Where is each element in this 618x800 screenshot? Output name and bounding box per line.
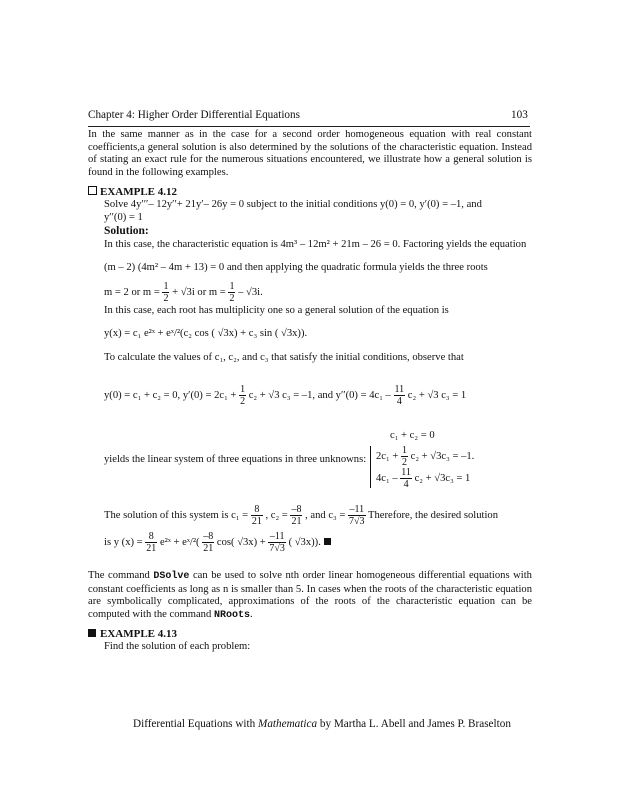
example-4-13-prompt: Find the solution of each problem: <box>104 641 251 652</box>
frac-den: 21 <box>203 543 214 554</box>
frac-num: 8 <box>251 504 263 516</box>
dsolve-command: DSolve <box>153 571 190 582</box>
final-text-a: is y (x) = <box>104 536 143 548</box>
chapter-header: Chapter 4: Higher Order Differential Equations <box>88 109 300 121</box>
system-equation-3 <box>376 467 470 490</box>
roots-text-c: – √3i. <box>238 286 263 298</box>
frac-num: 11 <box>394 384 405 395</box>
filled-square-icon <box>88 629 96 637</box>
final-fraction-2 <box>202 531 214 554</box>
sys3-text-b: c₂ + √3c₃ = 1 <box>414 472 471 484</box>
roots-line <box>104 281 263 304</box>
sys3-text-a: 4c₁ – <box>376 472 398 484</box>
open-square-icon <box>88 186 97 195</box>
frac-den: 2 <box>240 396 246 407</box>
dsolve-paragraph: The command DSolve can be used to solve nth order linear homogeneous differential equations with constant coefficients as long as n is smaller than 5. In cases when the roots of the characteristic equation are symbolically complicated, approximations of the roots of the characteristic equation can be computed with the command NRoots. <box>88 570 532 621</box>
frac-den: 7√3 <box>269 543 285 554</box>
frac-den: 21 <box>146 543 157 554</box>
system-solution-line <box>104 504 498 527</box>
system-equation-1: c₁ + c₂ = 0 <box>390 430 435 441</box>
ic-text-a: y(0) = c₁ + c₂ = 0, y′(0) = 2c₁ + <box>104 389 237 401</box>
final-text-c: cos( √3x) + <box>216 536 266 548</box>
frac-den: 21 <box>291 516 302 527</box>
frac-num: –8 <box>291 504 302 515</box>
final-fraction-3 <box>268 531 286 554</box>
system-equation-2 <box>376 445 474 468</box>
final-solution-line <box>104 531 331 554</box>
frac-num: 8 <box>145 531 157 543</box>
frac-den: 4 <box>403 479 409 490</box>
frac-num: –8 <box>203 531 214 542</box>
ic-text-b: c₂ + √3 c₃ = –1, and y′′(0) = 4c₁ – <box>248 389 391 401</box>
footer-text-b: by Martha L. Abell and James P. Braselton <box>317 718 511 730</box>
initial-conditions-intro: To calculate the values of c₁, c₂, and c₃ that satisfy the initial conditions, observe that <box>104 352 464 363</box>
characteristic-equation-line: In this case, the characteristic equation is 4m³ – 12m² + 21m – 26 = 0. Factoring yields the equation <box>104 239 527 250</box>
problem-line-2: y′′(0) = 1 <box>104 212 143 223</box>
fraction-half-2 <box>228 281 235 304</box>
frac-num: 11 <box>401 467 411 478</box>
c1-fraction <box>251 504 263 527</box>
end-of-proof-icon <box>324 538 331 545</box>
c2-fraction <box>290 504 302 527</box>
final-text-d: ( √3x)). <box>288 536 321 548</box>
example-4-12-heading <box>88 186 177 198</box>
ic-text-c: c₂ + √3 c₃ = 1 <box>407 389 467 401</box>
fraction-half <box>162 281 169 304</box>
intro-paragraph: In the same manner as in the case for a second order homogeneous equation with real constant coefficients,a general solution is also determined by the solutions of the characteristic equation. Instead of stating an exact rule for the numerous situations encountered, we illustrate how a general solution is found in the following examples. <box>88 129 532 178</box>
footer-italic: Mathematica <box>258 718 318 730</box>
header-rule <box>88 126 530 127</box>
page-number: 103 <box>511 109 528 121</box>
book-footer <box>133 718 511 730</box>
sol-text-c: , and c₃ = <box>305 509 346 521</box>
problem-line-1: Solve 4y′′′– 12y′′+ 21y′– 26y = 0 subject to the initial conditions y(0) = 0, y′(0) = –1, and <box>104 199 482 210</box>
general-solution-equation: y(x) = c₁ e²ˣ + eˣ/²(c₂ cos ( √3x) + c₃ sin ( √3x)). <box>104 328 308 339</box>
initial-conditions-equations <box>104 384 466 407</box>
ic-fraction-1 <box>239 384 246 407</box>
dsolve-text-2: can be used to solve nth order linear homogeneous differential equations with constant coefficients as long as n is smaller than 5. In cases when the roots of the characteristic equation are symbolically complicated, approximations of the roots of the characteristic equation can be computed with the command <box>88 570 532 620</box>
sys2-text-b: c₂ + √3c₃ = –1. <box>410 450 475 462</box>
frac-num: 1 <box>240 384 246 395</box>
frac-num: 1 <box>163 281 169 292</box>
sys-fraction-1 <box>401 445 408 468</box>
system-intro: yields the linear system of three equations in three unknowns: <box>104 454 367 465</box>
sol-text-d: Therefore, the desired solution <box>368 509 499 521</box>
frac-den: 2 <box>229 293 235 304</box>
frac-num: –11 <box>349 504 365 515</box>
frac-den: 21 <box>251 516 262 527</box>
sol-text-a: The solution of this system is c₁ = <box>104 509 249 521</box>
frac-den: 2 <box>401 457 407 468</box>
dsolve-text-1: The command <box>88 570 150 581</box>
multiplicity-line: In this case, each root has multiplicity one so a general solution of the equation is <box>104 305 449 316</box>
frac-den: 4 <box>396 396 402 407</box>
roots-text-b: + √3i or m = <box>172 286 226 298</box>
nroots-command: NRoots <box>213 609 250 621</box>
roots-text-a: m = 2 or m = <box>104 286 160 298</box>
example-4-13-heading <box>88 628 177 640</box>
sys2-text-a: 2c₁ + <box>376 450 399 462</box>
frac-num: –11 <box>269 531 285 542</box>
example-title: EXAMPLE 4.13 <box>100 628 177 640</box>
final-text-b: e²ˣ + eˣ/²( <box>159 536 200 548</box>
ic-fraction-2 <box>394 384 406 407</box>
footer-text-a: Differential Equations with <box>133 718 259 730</box>
frac-num: 1 <box>229 281 235 292</box>
sol-text-b: , c₂ = <box>265 509 288 521</box>
sys-fraction-2 <box>400 467 412 490</box>
frac-den: 7√3 <box>349 516 365 527</box>
example-title: EXAMPLE 4.12 <box>100 186 177 198</box>
factoring-line: (m – 2) (4m² – 4m + 13) = 0 and then applying the quadratic formula yields the three roots <box>104 262 488 273</box>
frac-num: 1 <box>401 445 407 456</box>
final-fraction-1 <box>145 531 157 554</box>
c3-fraction <box>348 504 366 527</box>
solution-label: Solution: <box>104 225 149 237</box>
frac-den: 2 <box>163 293 169 304</box>
